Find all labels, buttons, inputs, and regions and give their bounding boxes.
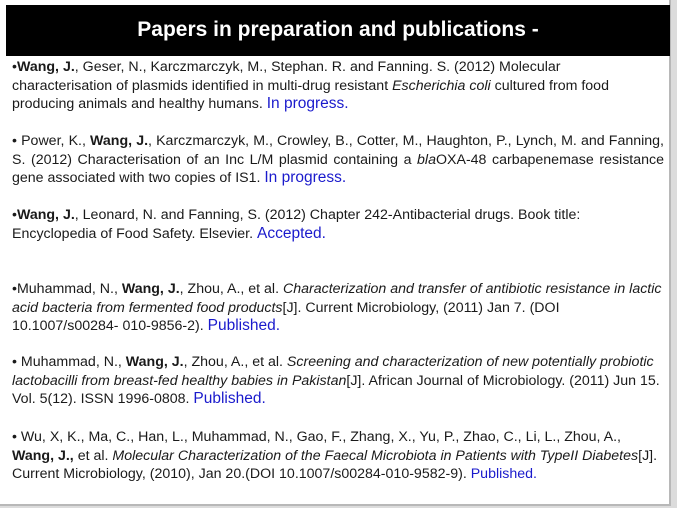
publication-entry-2 [12,132,664,188]
citation-italic: Screening and characterization of new potentially probiotic lactobacilli from breast-fed healthy babies in Pakistan [12,354,654,389]
citation-text: [J]. African Journal of Microbiology. (2011) Jun 15. Vol. 5(12). ISSN 1996-0808. [12,372,660,408]
publication-entry-3 [12,206,664,243]
citation-text: , Zhou, A., et al. [179,281,283,297]
citation-italic: bla [417,151,436,168]
slide-title: Papers in preparation and publications - [6,5,670,56]
author-highlight: Wang, J. [125,354,184,370]
citation-text: , Zhou, A., et al. [183,354,287,370]
citation-text: , Karczmarczyk, M., Crowley, B., Cotter, M., Haughton, P., Lynch, M. and Fanning, S. (2012) Characterisation of an Inc L/M plasmid containing a [12,133,664,168]
author-highlight: Wang, J. [121,281,180,297]
citation-italic: Molecular Characterization of the Faecal Microbiota in Patients with TypeII Diabetes [112,447,639,464]
publication-entry-1 [12,58,664,114]
publication-entry-6 [12,428,664,484]
citation-text: cultured from food producing animals and healthy humans. [12,77,609,113]
status-label: In progress. [266,95,349,113]
citation-text: Muhammad, N., [16,281,122,297]
author-highlight: Wang, J. [90,133,149,149]
bullet: • [12,281,17,297]
citation-text: , Leonard, N. and Fanning, S. (2012) Chapter 242-Antibacterial drugs. Book title: Encyclopedia of Food Safety. Elsevier. [12,207,581,242]
citation-italic: Escherichia coli [392,77,491,94]
publication-entry-5 [12,353,664,409]
status-label: Published. [193,390,266,408]
bullet: • [12,59,17,75]
status-label: In progress. [264,169,347,187]
author-highlight: Wang, J. [16,207,75,223]
status-label: Published. [207,317,281,335]
bullet: • [12,429,17,445]
citation-text: et al. [73,447,113,464]
citation-text: , Geser, N., Karczmarczyk, M., Stephan. R. and Fanning. S. (2012) Molecular characterisation of plasmids identified in multi-drug resistant [12,59,561,94]
citation-italic: Characterization and transfer of antibiotic resistance in lactic acid bacteria from fermented food products [12,281,662,316]
citation-text: [J]. Current Microbiology, (2010), Jan 20.(DOI 10.1007/s00284-010-9582-9). [12,447,658,483]
author-highlight: Wang, J. [16,59,75,75]
author-highlight: Wang, J., [12,447,74,464]
status-label: Published. [470,466,537,483]
citation-text: Muhammad, N., [16,354,126,370]
citation-text: Power, K., [16,133,91,149]
bullet: • [12,354,17,370]
citation-text: [J]. Current Microbiology, (2011) Jan 7. (DOI 10.1007/s00284- 010-9856-2). [12,299,560,335]
bullet: • [12,133,17,149]
citation-text: OXA-48 carbapenemase resistance gene associated with two copies of IS1. [12,151,664,187]
bullet: • [12,207,17,223]
citation-text: Wu, X, K., Ma, C., Han, L., Muhammad, N., Gao, F., Zhang, X., Yu, P., Zhao, C., Li, L., Zhou, A., [16,429,621,445]
publication-entry-4 [12,280,664,336]
status-label: Accepted. [257,224,326,242]
